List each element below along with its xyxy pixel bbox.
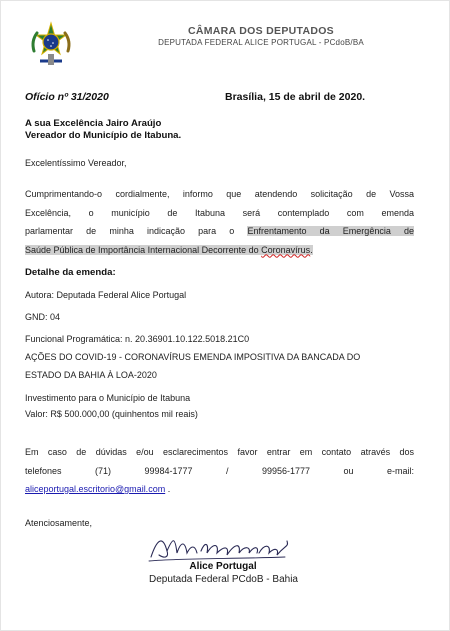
- closing: Atenciosamente,: [25, 518, 93, 528]
- contact-word: telefones: [25, 465, 62, 476]
- highlighted-text-2: [25, 245, 313, 255]
- contact-line-1: Em caso de dúvidas e/ou esclarecimentos favor entrar em contato através dos: [25, 447, 414, 457]
- action-line-2: ESTADO DA BAHIA À LOA-2020: [25, 370, 157, 380]
- highlighted-text-2a: Saúde Pública de Importância Internacional Decorrente do: [25, 244, 262, 255]
- funcional-line: Funcional Programática: n. 20.36901.10.122.5018.21C0: [25, 334, 250, 344]
- salutation: Excelentíssimo Vereador,: [25, 158, 127, 168]
- body-line-3: [25, 222, 414, 241]
- handwritten-signature: [145, 531, 295, 565]
- email-link[interactable]: aliceportugal.escritorio@gmail.com: [25, 484, 166, 494]
- gnd-line: GND: 04: [25, 312, 61, 322]
- institution-name: CÂMARA DOS DEPUTADOS: [187, 25, 334, 37]
- contact-line-3: [25, 480, 414, 499]
- contact-word: e-mail:: [386, 465, 414, 476]
- place-date: Brasília, 15 de abril de 2020.: [225, 91, 366, 103]
- body-line-2: Excelência, o município de Itabuna será contemplado com emenda: [25, 207, 414, 218]
- author-line: Autora: Deputada Federal Alice Portugal: [25, 290, 187, 300]
- body-line-4: [25, 241, 414, 260]
- spellcheck-word: Coronavírus: [261, 244, 311, 255]
- email-suffix: .: [165, 484, 171, 494]
- signer-name: Alice Portugal: [189, 561, 257, 572]
- highlighted-text-2b: .: [310, 244, 313, 255]
- body-line-1: Cumprimentando-o cordialmente, informo que atendendo solicitação de Vossa: [25, 189, 414, 199]
- body-paragraph: [25, 185, 414, 259]
- contact-word: 99956-1777: [261, 465, 311, 476]
- contact-paragraph: [25, 443, 414, 499]
- highlighted-text-1: Enfrentamento da Emergência de: [247, 226, 414, 236]
- action-line-1: AÇÕES DO COVID-19 - CORONAVÍRUS EMENDA IMPOSITIVA DA BANCADA DO: [25, 352, 361, 362]
- contact-word: /: [226, 465, 229, 476]
- recipient-line-1: A sua Excelência Jairo Araújo: [25, 118, 162, 129]
- contact-word: (71): [95, 465, 112, 476]
- letter-number: Ofício nº 31/2020: [25, 91, 109, 103]
- coat-of-arms-icon: [28, 21, 74, 69]
- signer-role: Deputada Federal PCdoB - Bahia: [149, 574, 298, 585]
- value-line: Valor: R$ 500.000,00 (quinhentos mil reais): [25, 409, 198, 419]
- detail-title: Detalhe da emenda:: [25, 267, 116, 278]
- contact-word: ou: [343, 465, 354, 476]
- office-name: DEPUTADA FEDERAL ALICE PORTUGAL - PCdoB/BA: [158, 38, 364, 47]
- recipient-line-2: Vereador do Município de Itabuna.: [25, 130, 182, 141]
- contact-word: 99984-1777: [144, 465, 193, 476]
- body-line-3-text: parlamentar de minha indicação para o: [25, 226, 248, 236]
- investment-line: Investimento para o Município de Itabuna: [25, 393, 191, 403]
- contact-line-2: [25, 462, 414, 481]
